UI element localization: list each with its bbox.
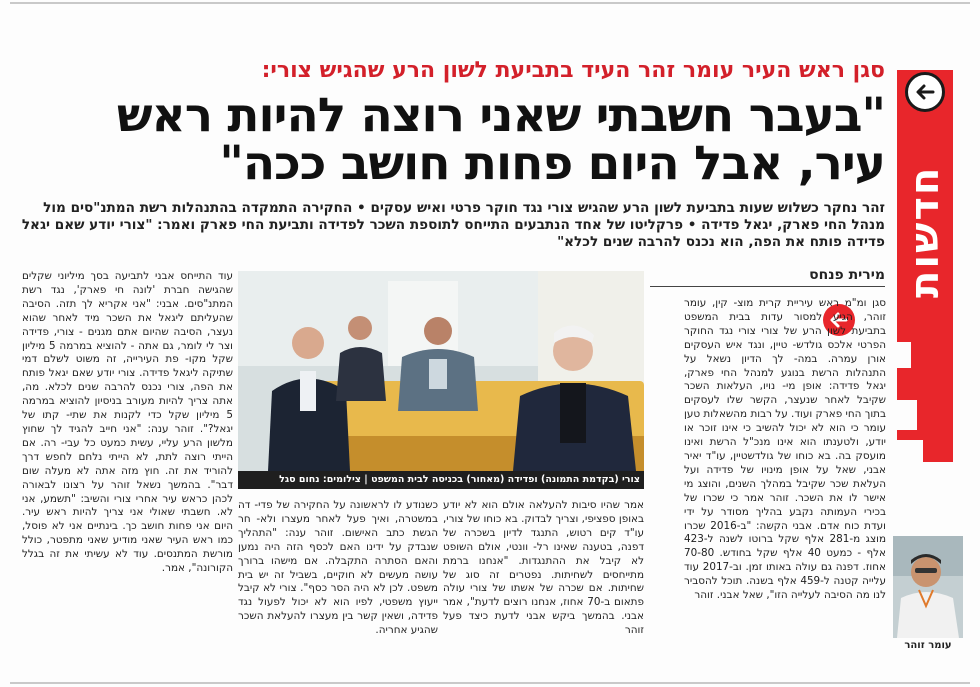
strip-decoration — [897, 342, 911, 368]
article-headline — [20, 88, 885, 191]
column-text: סגן ומ"מ ראש עיריית קרית מוצ- קין, עומר זוהר, הגיע למסור עדות בבית המשפט בתביעת לשון הרע של צורי צורי נגד החוקר הפרטי אלכס גולדש- טיין, ונגד איש העסקים אורן עמרה. במה- לך הדיון נשאל על התנהלות הרשת בנוגע למנהל החי פארק, יגאל פדידה: אופן מי- נויו, העלאות השכר שקיבל לאחר שנעצר, הקשר שלו לעסקים בתוך החי פארק ועוד. על רבות מהשאלות טען עומר כי הוא לא יכול להשיב כי אינו זוכר או יודע, ולטענתו הוא אינו מנכ"ל הרשת ואינו מועסק בה. בא כוחו של גולדשטיין, עו"ד יאיר אבני, שאל על אופן מינויו של פדידה ועל העלאת שכר שקיבל במהלך השנים, והוצג מי אישר לו את השכר. זוהר אמר כי שכרו של בכירי העמותה נקבע בהליך מסודר על ידי ועדת כוח אדם. אבני הקשה: "ב-2016 שכרו מוצג מ-281 אלף שקל ברוטו לשנה ל-423 אלף - כמעט 40 אלף שקל בחודש. 70-80 אחוז. דפנה גם עולה באותו זמן. וב-2017 עוד עלייה קטנה ל-459 אלף בשנה. תוכל להסביר לנו מה הסיבה לעלייה הזו", שאל אבני. זוהר — [684, 297, 886, 602]
article-column: כשנודע לו לראשונה על החקירה של פדי- דה במשטרה, ואיך פעל לאחר מעצרו ולא- חר הגשת כתב האישום. זוהר ענה: "התהליך שנבדק על ידינו האם לכסף הזה היה נמען והאם הסתרה התקבלה. אם מישהו ברורך עושה מעשים לא חוקיים, בשביל זה יש בית משפט. לכן לא היה הסר כסף". צורי לא קיבל ייעוץ משפטי, לפיו הוא לא יכול לפעול נגד פדידה, ושאין קשר בין מעצרו להעלאת השכר שהגיע אחריה. — [238, 499, 438, 637]
article-subhead: זהר נחקר כשלוש שעות בתביעת לשון הרע שהגיש צורי נגד חוקר פרטי ואיש עסקים • החקירה התמקדה בהתנהלות רשת המתנ"סים מול מנהל החי פארק, יגאל פדידה • פרקליטו של אחד הנתבעים התייחס לתוספת השכר לפדידה ותביעת החי פארק ואמר: "צורי יודע שאם יגאל פדידה פותח את הפה, הוא נכנס להרבה שנים לכלא" — [21, 200, 885, 250]
author-name: עומר זוהר — [904, 640, 952, 651]
article-column — [650, 297, 886, 681]
strip-decoration — [897, 440, 923, 462]
headline-line: עיר, אבל היום פחות חושב ככה" — [219, 136, 885, 191]
page-top-rule — [10, 2, 970, 4]
article-kicker: סגן ראש העיר עומר זהר העיד בתביעת לשון הרע שהגיש צורי: — [261, 58, 885, 83]
photo-caption: צורי (בקדמת התמונה) ופדידה (מאחור) בכניסה לבית המשפט | צילומים: נחום סגל — [238, 471, 644, 489]
article-column: עוד התייחס אבני לתביעה בסך מיליוני שקלים שהגישה חברת 'לונה חי פארק', נגד רשת המתנ"סים. אבני: "אני אקריא לך תזה. הסיבה שהעליתם ליגאל את השכר מיד לאחר שהוא נעצר, הסיבה שהיום אתם מגנים - צורי, פדידה וצר לי לומר, גם אתה - להוציא במרמה 5 מיליון שקל מקו- פת העירייה, זה משוט לשלם דמי שתיקה ליגאל פדידה. צורי יודע שאם יגאל פותח את הפה, צורי נכנס להרבה שנים לכלא. מה, אתה צריך להיות מעורב בניסיון להוציא במרמה 5 מיליון שקל כדי לקנות את שתי- קתו של יגאל?". זוהר ענה: "אני חייב להגיד לך שחוץ מלשון הרע עליי, עשית כמעט כל עבי- רה. אם הייתי רוצה לתת, לא הייתי נלחם לחפש דרך להוריד את זה. חוץ מזה אתה לא מעלה שום דבר". בהמשך נשאל זוהר על רצונו לבאורה לכהן כראש עיר אחרי צורי והשיב: "תשמע, אני לא. חשבתי שאולי אני צריך להיות ראש עיר. היום אני פחות חושב כך. בינתיים אני לא פוסל, כמו ראש העיר שאני מודיע שאני מתפטר, כולל מורשת המתנסים. עוד לא עשיתי את זה בגלל הקורונה", אמר. — [22, 270, 233, 575]
byline: מירית פנחס — [809, 267, 885, 283]
page-bottom-rule — [10, 682, 970, 684]
article-column: אמר שהיו סיבות להעלאה אולם הוא לא יודע באופן ספציפי, וצריך לבדוק. בא כוחו של צורי, עו"ד קים רטוש, התנגד לדיון בשכרה של דפנה, בטענה שאינו רל- וונטי, אולם השופט לא קיבל את ההתנגדות. "אנחנו ברמת מתייחסים לשחיתות. נפטרים זה סוג של שחיתות. אם שכרה של אשתו של צורי עולה פתאום ב-70 אחוז, אנחנו רוצים לדעת", אמר אבני. בהמשך ביקש אבני לדעת כיצד פעל זוהר — [443, 499, 644, 637]
strip-decoration — [897, 400, 917, 430]
headline-line: "בעבר חשבתי שאני רוצה להיות ראש — [116, 88, 885, 143]
author-photo — [893, 536, 963, 638]
arrow-left-icon[interactable] — [905, 72, 945, 112]
section-label: חדשות — [902, 165, 948, 299]
byline-divider — [650, 286, 885, 287]
courtroom-photo — [238, 271, 644, 471]
